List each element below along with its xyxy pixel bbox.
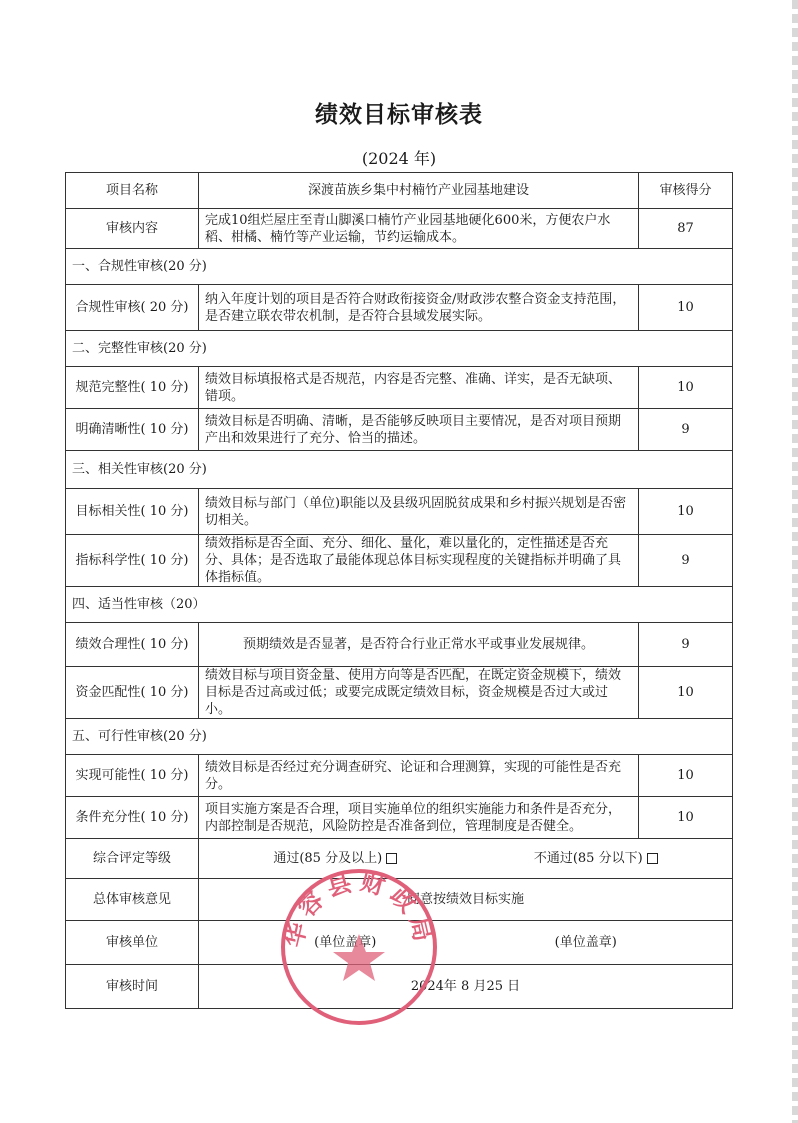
item-score: 10 [639,285,733,331]
item-criteria: 绩效指标是否全面、充分、细化、量化，难以量化的，定性描述是否充分、具体；是否选取了最能体现总体目标实现程度的关键指标并明确了具体指标值。 [199,535,639,587]
official-seal-stamp [274,862,444,1032]
item-row [66,285,733,331]
item-score: 10 [639,667,733,719]
item-score: 10 [639,367,733,409]
review-date: 2024年 8 月25 日 [199,965,733,1009]
unit-label: 审核单位 [66,921,199,965]
item-label: 目标相关性( 10 分) [66,489,199,535]
stamp-star-icon [333,934,385,981]
item-row [66,409,733,451]
item-criteria: 绩效目标是否经过充分调查研究、论证和合理测算，实现的可能性是否充分。 [199,755,639,797]
item-label: 指标科学性( 10 分) [66,535,199,587]
section-title: 二、完整性审核(20 分) [66,331,733,367]
seal-left: (单位盖章) [314,935,377,950]
item-score: 9 [639,409,733,451]
item-criteria: 预期绩效是否显著，是否符合行业正常水平或事业发展规律。 [199,623,639,667]
section-row [66,451,733,489]
review-content-label: 审核内容 [66,209,199,249]
item-score: 10 [639,797,733,839]
section-row [66,719,733,755]
section-row [66,249,733,285]
fail-option[interactable] [534,850,658,867]
item-score: 9 [639,623,733,667]
item-criteria: 纳入年度计划的项目是否符合财政衔接资金/财政涉农整合资金支持范围，是否建立联农带农机制，是否符合县域发展实际。 [199,285,639,331]
document-year: (2024 年) [361,149,437,168]
item-row [66,367,733,409]
item-label: 条件充分性( 10 分) [66,797,199,839]
document-title: 绩效目标审核表 [315,101,483,128]
item-row [66,489,733,535]
item-score: 10 [639,489,733,535]
item-label: 绩效合理性( 10 分) [66,623,199,667]
item-criteria: 绩效目标与部门（单位)职能以及县级巩固脱贫成果和乡村振兴规划是否密切相关。 [199,489,639,535]
item-label: 明确清晰性( 10 分) [66,409,199,451]
header-row [66,173,733,209]
section-title: 三、相关性审核(20 分) [66,451,733,489]
item-criteria: 绩效目标与项目资金量、使用方向等是否匹配，在既定资金规模下，绩效目标是否过高或过低；或要完成既定绩效目标，资金规模是否过大或过小。 [199,667,639,719]
seal-right: (单位盖章) [554,935,617,950]
grade-label: 综合评定等级 [66,839,199,879]
project-name: 深渡苗族乡集中村楠竹产业园基地建设 [199,173,639,209]
item-row [66,667,733,719]
review-content-text: 完成10组烂屋庄至青山脚溪口楠竹产业园基地硬化600米，方便农户水稻、柑橘、楠竹等产业运输，节约运输成本。 [199,209,639,249]
section-row [66,587,733,623]
time-label: 审核时间 [66,965,199,1009]
item-label: 合规性审核( 20 分) [66,285,199,331]
stamp-lettering: 华容县财政局 [278,866,440,950]
section-title: 一、合规性审核(20 分) [66,249,733,285]
section-title: 四、适当性审核（20） [66,587,733,623]
item-score: 9 [639,535,733,587]
item-criteria: 绩效目标填报格式是否规范，内容是否完整、准确、详实，是否无缺项、错项。 [199,367,639,409]
item-row [66,535,733,587]
section-row [66,331,733,367]
item-criteria: 项目实施方案是否合理，项目实施单位的组织实施能力和条件是否充分，内部控制是否规范，风险防控是否准备到位，管理制度是否健全。 [199,797,639,839]
score-label: 审核得分 [639,173,733,209]
item-row [66,623,733,667]
item-label: 资金匹配性( 10 分) [66,667,199,719]
item-label: 实现可能性( 10 分) [66,755,199,797]
opinion-text: 同意按绩效目标实施 [199,879,733,921]
fail-checkbox-icon[interactable] [647,853,658,864]
item-row [66,797,733,839]
review-total-score: 87 [639,209,733,249]
item-row [66,755,733,797]
review-content-row [66,209,733,249]
pass-text: 通过(85 分及以上) [273,851,383,866]
opinion-label: 总体审核意见 [66,879,199,921]
item-score: 10 [639,755,733,797]
fail-text: 不通过(85 分以下) [533,851,643,866]
item-criteria: 绩效目标是否明确、清晰，是否能够反映项目主要情况，是否对项目预期产出和效果进行了充分、恰当的描述。 [199,409,639,451]
project-label: 项目名称 [66,173,199,209]
item-label: 规范完整性( 10 分) [66,367,199,409]
section-title: 五、可行性审核(20 分) [66,719,733,755]
